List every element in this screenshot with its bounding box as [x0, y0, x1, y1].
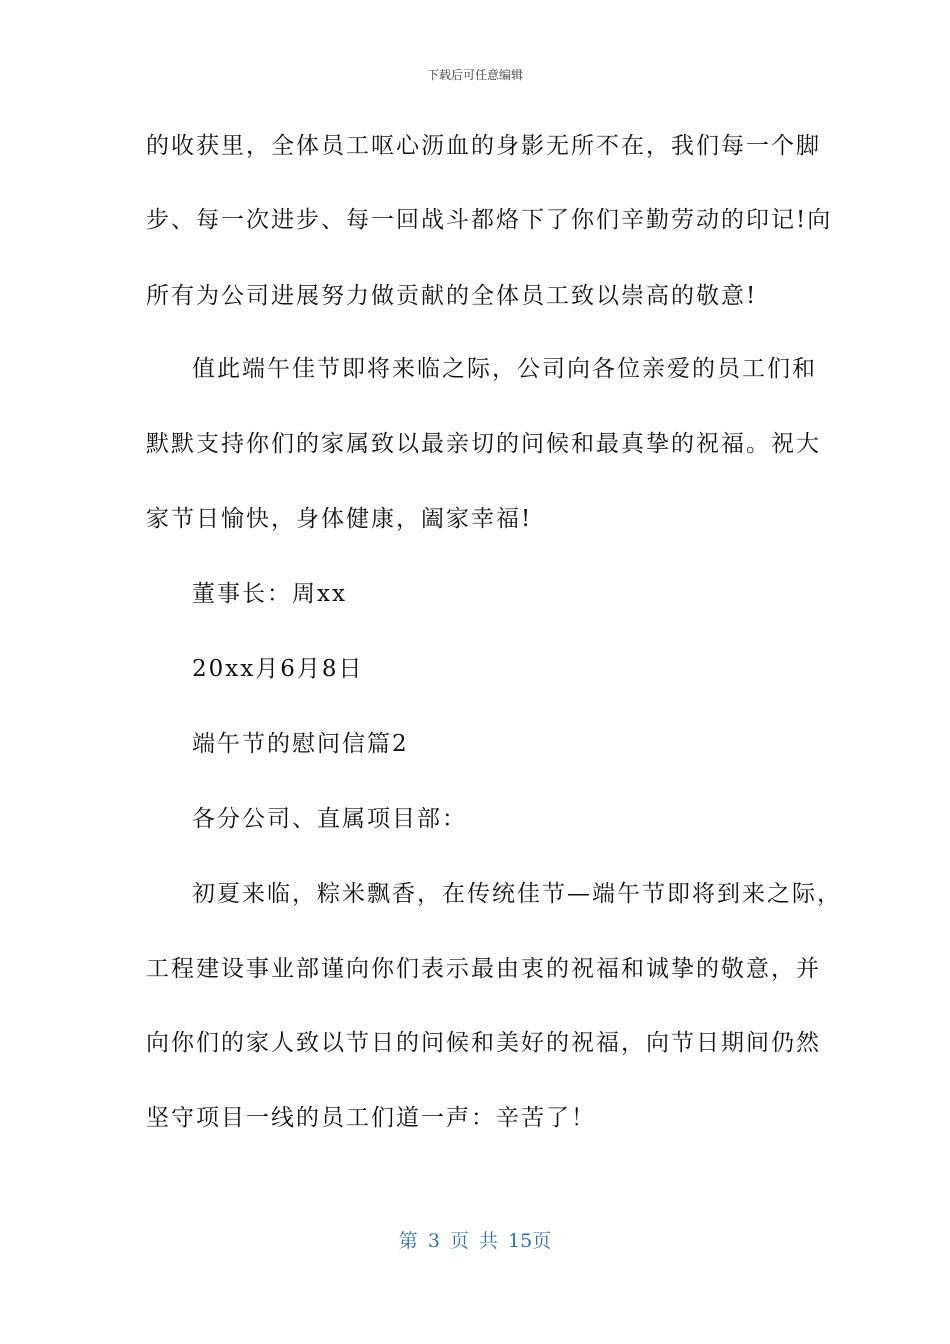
page-number-footer: 第 3 页 共 15页	[398, 1230, 552, 1252]
paragraph-line: 初夏来临，粽米飘香，在传统佳节—端午节即将到来之际，	[192, 881, 842, 907]
salutation: 各分公司、直属项目部：	[192, 806, 467, 832]
paragraph-line: 家节日愉快，身体健康，阖家幸福!	[146, 506, 533, 532]
paragraph-line: 所有为公司进展努力做贡献的全体员工致以崇高的敬意!	[146, 283, 758, 309]
paragraph-line: 的收获里，全体员工呕心沥血的身影无所不在，我们每一个脚	[146, 133, 821, 159]
paragraph-line: 值此端午佳节即将来临之际，公司向各位亲爱的员工们和	[192, 356, 817, 382]
date-line: 20xx月6月8日	[192, 656, 364, 682]
signature-line: 董事长：周xx	[192, 581, 347, 607]
paragraph-line: 步、每一次进步、每一回战斗都烙下了你们辛勤劳动的印记!向	[146, 207, 833, 233]
page-header: 下载后可任意编辑	[426, 68, 523, 82]
paragraph-line: 默默支持你们的家属致以最亲切的问候和最真挚的祝福。祝大	[146, 431, 821, 457]
paragraph-line: 坚守项目一线的员工们道一声：辛苦了！	[146, 1105, 596, 1131]
section-title: 端午节的慰问信篇2	[192, 731, 409, 757]
paragraph-line: 向你们的家人致以节日的问候和美好的祝福，向节日期间仍然	[146, 1030, 821, 1056]
paragraph-line: 工程建设事业部谨向你们表示最由衷的祝福和诚挚的敬意，并	[146, 956, 821, 982]
